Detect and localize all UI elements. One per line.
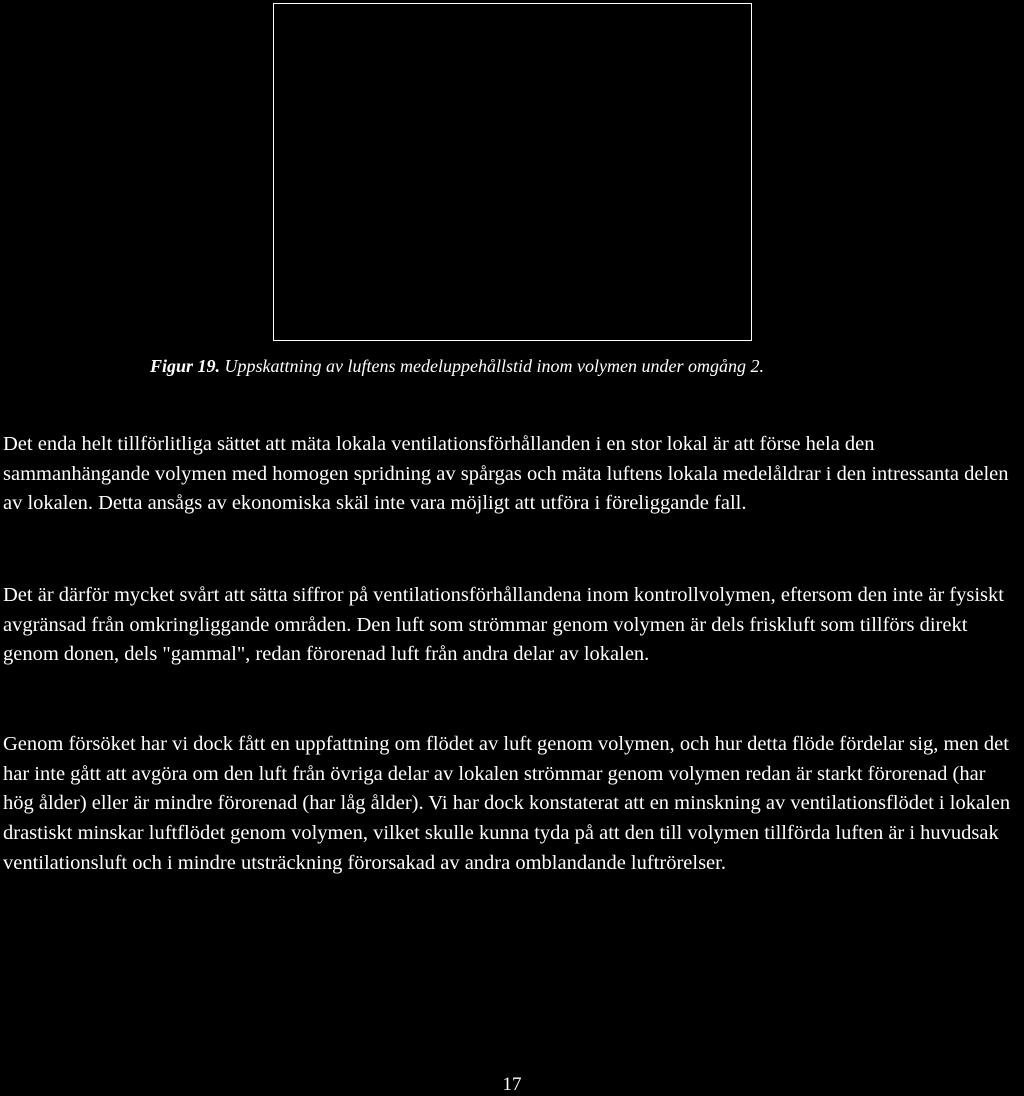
body-paragraph-1: Det enda helt tillförlitliga sättet att mäta lokala ventilationsförhållanden i en stor lokal är att förse hela den sammanhängande volymen med homogen spridning av spårgas och mäta luftens lokala medelåldrar i den intressanta delen av lokalen. Detta ansågs av ekonomiska skäl inte vara möjligt att utföra i föreliggande fall. bbox=[3, 433, 1009, 515]
body-paragraph-2: Det är därför mycket svårt att sätta siffror på ventilationsförhållandena inom kontrollvolymen, eftersom den inte är fysiskt avgränsad från omkringliggande områden. Den luft som strömmar genom volymen är dels friskluft som tillförs direkt genom donen, dels "gammal", redan förorenad luft från andra delar av lokalen. bbox=[3, 584, 1004, 666]
figure-caption-text: Uppskattning av luftens medeluppehållstid inom volymen under omgång 2. bbox=[224, 356, 764, 376]
figure-caption bbox=[150, 354, 910, 378]
figure-caption-label: Figur 19. bbox=[150, 356, 221, 376]
body-paragraph-3: Genom försöket har vi dock fått en uppfattning om flödet av luft genom volymen, och hur detta flöde fördelar sig, men det har inte gått att avgöra om den luft från övriga delar av lokalen strömmar genom volymen redan är starkt förorenad (har hög ålder) eller är mindre förorenad (har låg ålder). Vi har dock konstaterat att en minskning av ventilationsflödet i lokalen drastiskt minskar luftflödet genom volymen, vilket skulle kunna tyda på att den till volymen tillförda luften är i huvudsak ventilationsluft och i mindre utsträckning förorsakad av andra omblandande luftrörelser. bbox=[3, 733, 1011, 874]
figure-19-frame bbox=[273, 3, 752, 341]
page-number: 17 bbox=[502, 1074, 522, 1095]
